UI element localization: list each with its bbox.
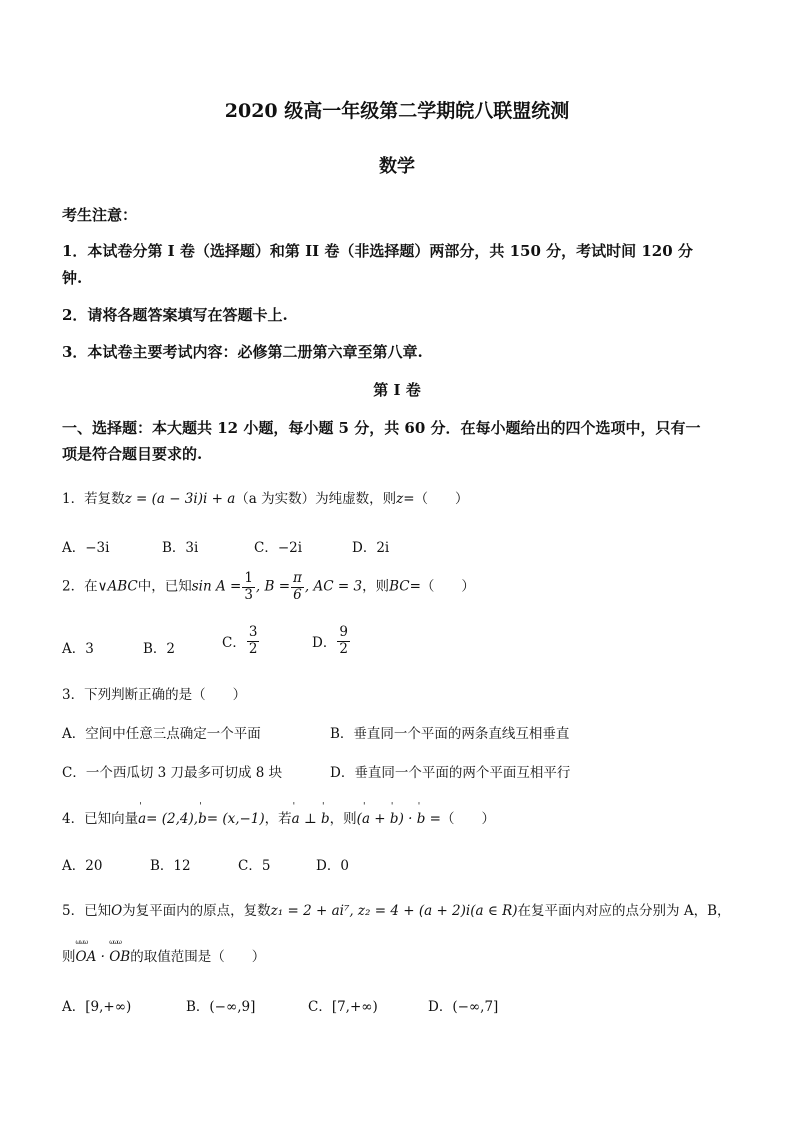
subject-title: 数学 — [379, 156, 415, 177]
q3-option-d: D．垂直同一个平面的两个平面互相平行 — [330, 765, 571, 781]
q5-complex-numbers: z₁ = 2 + ai⁷, z₂ = 4 + (a + 2)i(a ∈ R) — [270, 903, 518, 919]
question-5-stem — [62, 899, 731, 919]
q2-frac2-den: 6 — [293, 586, 302, 603]
q5-dot: · — [96, 949, 110, 965]
q4-vector-b: ' b — [198, 811, 207, 827]
q2-ask: ，则 — [362, 578, 390, 595]
q2-frac1-num: 1 — [244, 570, 253, 586]
q3-option-c: C．一个西瓜切 3 刀最多可切成 8 块 — [62, 765, 283, 781]
q1-target: z — [396, 491, 404, 507]
question-5-stem-cont — [62, 945, 265, 965]
q4-b-value: = (x,−1) — [206, 811, 265, 827]
question-4-stem — [62, 807, 495, 827]
q4-mid: ，若 — [264, 811, 292, 827]
q2-b: , B = — [255, 578, 291, 595]
q5-text2: 在复平面内对应的点分别为 A，B， — [517, 903, 731, 919]
q4-calc-b2: ' b — [417, 811, 426, 827]
q4-open-paren: ( — [356, 811, 362, 827]
q2-option-c — [222, 626, 260, 656]
q2-mid: 中，已知 — [137, 578, 192, 595]
notice-item-3: 3．本试卷主要考试内容：必修第二册第六章至第八章. — [62, 343, 423, 361]
q2-frac2-num: π — [293, 570, 302, 586]
q1-option-d: D．2i — [352, 540, 390, 556]
q2-option-d-label: D． — [312, 635, 337, 651]
q4-a-value: = (2,4), — [146, 811, 199, 827]
q1-expression: z = (a − 3i)i + a — [124, 491, 236, 507]
section-title: 第 I 卷 — [373, 381, 421, 399]
q4-calc-b: ' b — [390, 811, 399, 827]
q2-fraction-1 — [242, 572, 255, 602]
q5-line2-suffix: 的取值范围是（ ） — [130, 949, 266, 965]
q2-optd-num: 9 — [339, 624, 348, 640]
q2-target: BC — [389, 578, 410, 595]
q5-vector-oa: ωωω OA — [76, 949, 97, 965]
q2-optc-den: 2 — [248, 640, 258, 657]
q4-option-d: D．0 — [316, 858, 349, 874]
q4-perp-symbol: ⊥ — [299, 811, 322, 827]
q2-fraction-2 — [291, 572, 304, 602]
notice-item-2: 2．请将各题答案填写在答题卡上. — [62, 306, 288, 324]
q5-option-a: A．[9,+∞) — [62, 999, 132, 1015]
q3-option-a: A．空间中任意三点确定一个平面 — [62, 726, 261, 742]
q2-option-c-fraction — [247, 626, 260, 656]
q4-ask: ，则 — [329, 811, 357, 827]
q5-prefix: 5．已知 — [62, 903, 112, 919]
exam-title: 2020 级高一年级第二学期皖八联盟统测 — [224, 100, 570, 122]
q4-option-a: A．20 — [62, 858, 103, 874]
question-2-stem — [62, 572, 475, 602]
notice-heading: 考生注意： — [62, 206, 138, 224]
q5-origin: O — [111, 903, 123, 919]
q1-suffix: =（ ） — [403, 491, 469, 507]
q1-prefix: 1．若复数 — [62, 491, 125, 507]
notice-item-1: 1．本试卷分第 I 卷（选择题）和第 II 卷（非选择题）两部分，共 150 分，考试时间 120 分 — [62, 242, 693, 260]
question-1-stem — [62, 487, 469, 507]
q5-option-b: B．(−∞,9] — [186, 999, 256, 1015]
q4-plus: + — [370, 811, 390, 827]
q4-perp-b: ' b — [321, 811, 330, 827]
q1-option-a: A．−3i — [62, 540, 110, 556]
q2-prefix: 2．在 — [62, 578, 98, 595]
q3-option-b: B．垂直同一个平面的两条直线互相垂直 — [330, 726, 570, 742]
q2-option-b: B．2 — [143, 641, 176, 657]
q5-option-d: D．(−∞,7] — [428, 999, 499, 1015]
q1-option-c: C．−2i — [254, 540, 303, 556]
question-3-stem: 3．下列判断正确的是（ ） — [62, 687, 247, 703]
q5-vector-ob: ωωω OB — [109, 949, 130, 965]
q2-frac1-den: 3 — [244, 586, 253, 603]
q2-sin: sin A = — [191, 578, 242, 595]
q2-ac: , AC = 3 — [304, 578, 363, 595]
q2-option-a: A．3 — [62, 641, 94, 657]
section-instruction-cont: 项是符合题目要求的. — [62, 445, 203, 463]
q4-close-dot: ) · — [398, 811, 417, 827]
q5-option-c: C．[7,+∞) — [308, 999, 378, 1015]
q2-triangle: ∨ABC — [97, 578, 138, 595]
q1-paren: （a 为实数）为纯虚数，则 — [235, 491, 397, 507]
q2-optd-den: 2 — [339, 640, 348, 657]
q2-option-d — [312, 626, 351, 656]
q4-suffix: =（ ） — [425, 811, 495, 827]
q2-optc-num: 3 — [248, 624, 258, 640]
q4-option-c: C．5 — [238, 858, 271, 874]
q4-perp-a: ' a — [292, 811, 300, 827]
notice-item-1-cont: 钟. — [62, 269, 83, 287]
q4-vector-a: ' a — [138, 811, 146, 827]
q2-option-d-fraction — [337, 626, 350, 656]
section-instruction: 一、选择题：本大题共 12 小题，每小题 5 分，共 60 分．在每小题给出的四个选项中，只有一 — [62, 419, 701, 437]
q5-line2-prefix: 则 — [62, 949, 76, 965]
q4-prefix: 4．已知向量 — [62, 811, 139, 827]
q5-text1: 为复平面内的原点，复数 — [122, 903, 271, 919]
q2-option-c-label: C． — [222, 635, 246, 651]
q4-option-b: B．12 — [150, 858, 191, 874]
q1-option-b: B．3i — [162, 540, 199, 556]
q2-suffix: =（ ） — [409, 578, 475, 595]
q4-calc-a: ' a — [362, 811, 370, 827]
